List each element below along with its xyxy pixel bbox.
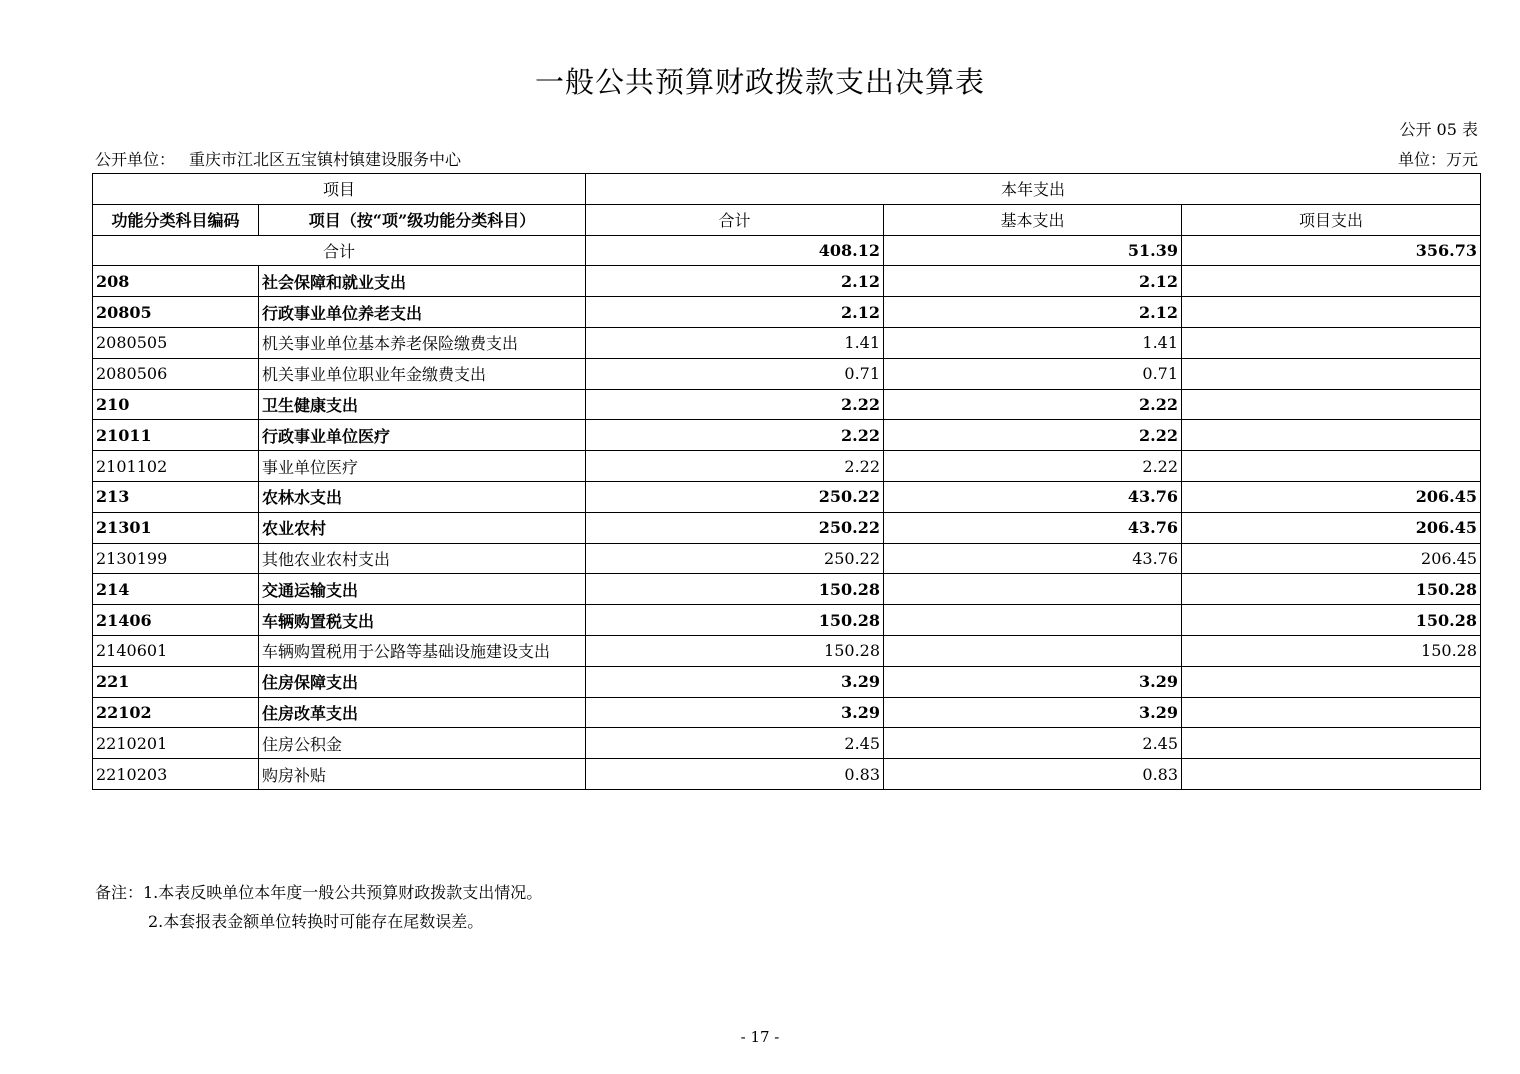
row-project (1182, 697, 1481, 728)
row-basic: 2.12 (884, 266, 1182, 297)
notes (95, 878, 542, 936)
row-total: 2.45 (586, 728, 884, 759)
table-row (93, 512, 1481, 543)
row-total: 3.29 (586, 697, 884, 728)
table-row (93, 635, 1481, 666)
row-total: 0.71 (586, 358, 884, 389)
row-code: 2101102 (93, 451, 259, 482)
row-code: 2080505 (93, 327, 259, 358)
row-name: 机关事业单位基本养老保险缴费支出 (259, 327, 586, 358)
row-basic: 43.76 (884, 543, 1182, 574)
table-row (93, 543, 1481, 574)
row-name: 机关事业单位职业年金缴费支出 (259, 358, 586, 389)
reporting-unit-label: 公开单位： (95, 150, 176, 169)
total-row-total: 408.12 (586, 235, 884, 266)
row-basic: 2.12 (884, 297, 1182, 328)
row-basic: 2.22 (884, 451, 1182, 482)
row-basic: 0.71 (884, 358, 1182, 389)
table-row (93, 605, 1481, 636)
row-project (1182, 358, 1481, 389)
table-row (93, 666, 1481, 697)
row-name: 行政事业单位养老支出 (259, 297, 586, 328)
row-total: 150.28 (586, 635, 884, 666)
row-project: 150.28 (1182, 635, 1481, 666)
row-project (1182, 266, 1481, 297)
page-number: - 17 - (740, 1028, 780, 1046)
row-name: 购房补贴 (259, 759, 586, 790)
row-name: 卫生健康支出 (259, 389, 586, 420)
row-total: 1.41 (586, 327, 884, 358)
header-item: 项目（按“项”级功能分类科目） (259, 204, 586, 235)
row-basic: 3.29 (884, 666, 1182, 697)
row-project (1182, 327, 1481, 358)
row-name: 住房公积金 (259, 728, 586, 759)
row-project (1182, 451, 1481, 482)
row-name: 行政事业单位医疗 (259, 420, 586, 451)
reporting-unit (95, 147, 461, 170)
row-total: 2.12 (586, 297, 884, 328)
row-code: 214 (93, 574, 259, 605)
row-project: 206.45 (1182, 543, 1481, 574)
row-name: 住房保障支出 (259, 666, 586, 697)
row-basic (884, 635, 1182, 666)
header-basic: 基本支出 (884, 204, 1182, 235)
row-name: 农业农村 (259, 512, 586, 543)
row-basic: 43.76 (884, 512, 1182, 543)
row-name: 住房改革支出 (259, 697, 586, 728)
row-name: 农林水支出 (259, 481, 586, 512)
table-row (93, 389, 1481, 420)
note-line-1: 备注：1.本表反映单位本年度一般公共预算财政拨款支出情况。 (95, 883, 543, 902)
row-total: 250.22 (586, 481, 884, 512)
expenditure-table (92, 173, 1481, 790)
row-total: 2.12 (586, 266, 884, 297)
header-total: 合计 (586, 204, 884, 235)
header-project-expenditure: 项目支出 (1182, 204, 1481, 235)
row-total: 3.29 (586, 666, 884, 697)
table-row (93, 697, 1481, 728)
row-basic: 0.83 (884, 759, 1182, 790)
row-project (1182, 297, 1481, 328)
row-total: 150.28 (586, 605, 884, 636)
row-code: 21406 (93, 605, 259, 636)
total-row-label: 合计 (93, 235, 586, 266)
row-name: 车辆购置税用于公路等基础设施建设支出 (259, 635, 586, 666)
total-row-basic: 51.39 (884, 235, 1182, 266)
row-basic: 43.76 (884, 481, 1182, 512)
row-basic: 1.41 (884, 327, 1182, 358)
table-row (93, 759, 1481, 790)
header-current-year: 本年支出 (586, 174, 1481, 205)
money-unit: 单位：万元 (1397, 150, 1478, 169)
row-project (1182, 666, 1481, 697)
row-code: 2080506 (93, 358, 259, 389)
row-code: 208 (93, 266, 259, 297)
row-code: 221 (93, 666, 259, 697)
row-name: 社会保障和就业支出 (259, 266, 586, 297)
row-project (1182, 389, 1481, 420)
row-name: 交通运输支出 (259, 574, 586, 605)
row-code: 210 (93, 389, 259, 420)
row-code: 2210201 (93, 728, 259, 759)
header-code: 功能分类科目编码 (93, 204, 259, 235)
row-name: 事业单位医疗 (259, 451, 586, 482)
table-row (93, 451, 1481, 482)
note-line-2: 2.本套报表金额单位转换时可能存在尾数误差。 (148, 912, 484, 931)
table-number: 公开 05 表 (1399, 120, 1478, 139)
row-basic: 2.45 (884, 728, 1182, 759)
table-row (93, 297, 1481, 328)
table-row (93, 728, 1481, 759)
row-basic (884, 574, 1182, 605)
row-code: 2140601 (93, 635, 259, 666)
row-basic: 2.22 (884, 420, 1182, 451)
row-total: 2.22 (586, 451, 884, 482)
row-basic: 2.22 (884, 389, 1182, 420)
row-basic: 3.29 (884, 697, 1182, 728)
table-row (93, 481, 1481, 512)
row-basic (884, 605, 1182, 636)
total-row (93, 235, 1481, 266)
row-code: 213 (93, 481, 259, 512)
row-project (1182, 728, 1481, 759)
row-name: 其他农业农村支出 (259, 543, 586, 574)
table-row (93, 266, 1481, 297)
table-row (93, 574, 1481, 605)
reporting-unit-name: 重庆市江北区五宝镇村镇建设服务中心 (189, 150, 462, 169)
row-project (1182, 759, 1481, 790)
total-row-project: 356.73 (1182, 235, 1481, 266)
page-title: 一般公共预算财政拨款支出决算表 (534, 65, 985, 99)
row-project: 206.45 (1182, 481, 1481, 512)
row-total: 150.28 (586, 574, 884, 605)
row-code: 21301 (93, 512, 259, 543)
table-row (93, 420, 1481, 451)
row-name: 车辆购置税支出 (259, 605, 586, 636)
table-row (93, 358, 1481, 389)
row-total: 250.22 (586, 543, 884, 574)
row-code: 21011 (93, 420, 259, 451)
row-code: 2210203 (93, 759, 259, 790)
row-project: 206.45 (1182, 512, 1481, 543)
row-total: 250.22 (586, 512, 884, 543)
row-project (1182, 420, 1481, 451)
table-row (93, 327, 1481, 358)
row-code: 22102 (93, 697, 259, 728)
row-project: 150.28 (1182, 574, 1481, 605)
row-code: 2130199 (93, 543, 259, 574)
row-code: 20805 (93, 297, 259, 328)
row-total: 2.22 (586, 420, 884, 451)
row-project: 150.28 (1182, 605, 1481, 636)
header-project: 项目 (93, 174, 586, 205)
row-total: 0.83 (586, 759, 884, 790)
row-total: 2.22 (586, 389, 884, 420)
